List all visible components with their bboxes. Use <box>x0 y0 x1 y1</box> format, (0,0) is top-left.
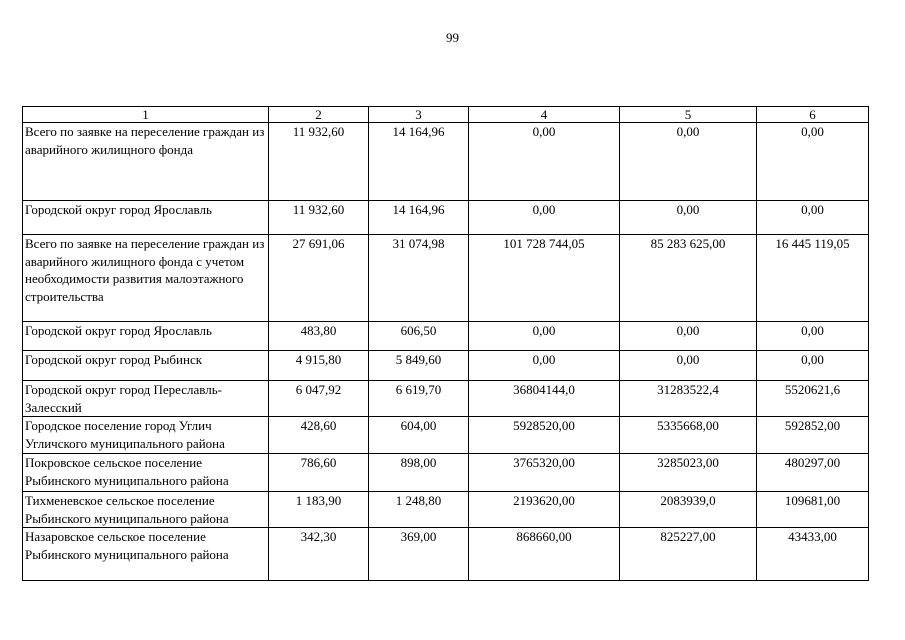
row-value-cell-col-3: 1 248,80 <box>369 492 469 528</box>
row-value-cell-col-4: 101 728 744,05 <box>469 235 620 322</box>
row-value-cell-col-2: 428,60 <box>269 417 369 454</box>
row-value-cell-col-4: 36804144,0 <box>469 381 620 417</box>
row-value-cell-col-3: 31 074,98 <box>369 235 469 322</box>
row-value-cell-col-3: 369,00 <box>369 528 469 581</box>
row-value-cell-col-6: 592852,00 <box>757 417 869 454</box>
column-number-5: 5 <box>620 107 757 123</box>
row-name-cell: Городское поселение город Углич Угличского муниципального района <box>23 417 269 454</box>
row-value-cell-col-3: 898,00 <box>369 454 469 492</box>
column-number-4: 4 <box>469 107 620 123</box>
row-name-cell: Покровское сельское поселение Рыбинского муниципального района <box>23 454 269 492</box>
row-value-cell-col-4: 3765320,00 <box>469 454 620 492</box>
row-value-cell-col-2: 11 932,60 <box>269 201 369 235</box>
allocation-table <box>22 106 869 581</box>
table-header-row <box>23 107 869 123</box>
row-value-cell-col-3: 606,50 <box>369 322 469 351</box>
row-value-cell-col-5: 3285023,00 <box>620 454 757 492</box>
column-number-1: 1 <box>23 107 269 123</box>
row-value-cell-col-5: 0,00 <box>620 201 757 235</box>
row-value-cell-col-5: 5335668,00 <box>620 417 757 454</box>
table-row <box>23 201 869 235</box>
table-row <box>23 322 869 351</box>
row-value-cell-col-5: 85 283 625,00 <box>620 235 757 322</box>
row-value-cell-col-4: 2193620,00 <box>469 492 620 528</box>
table-row <box>23 351 869 381</box>
table-row <box>23 417 869 454</box>
row-value-cell-col-5: 825227,00 <box>620 528 757 581</box>
row-value-cell-col-6: 480297,00 <box>757 454 869 492</box>
row-value-cell-col-5: 2083939,0 <box>620 492 757 528</box>
row-value-cell-col-5: 0,00 <box>620 322 757 351</box>
row-name-cell: Назаровское сельское поселение Рыбинского муниципального района <box>23 528 269 581</box>
table-row <box>23 528 869 581</box>
row-value-cell-col-6: 16 445 119,05 <box>757 235 869 322</box>
column-number-6: 6 <box>757 107 869 123</box>
row-name-cell: Городской округ город Переславль-Залесский <box>23 381 269 417</box>
row-name-cell: Всего по заявке на переселение граждан из аварийного жилищного фонда <box>23 123 269 201</box>
row-value-cell-col-6: 0,00 <box>757 351 869 381</box>
row-value-cell-col-2: 1 183,90 <box>269 492 369 528</box>
row-name-cell: Городской округ город Ярославль <box>23 322 269 351</box>
table-row <box>23 381 869 417</box>
row-value-cell-col-2: 342,30 <box>269 528 369 581</box>
row-value-cell-col-4: 0,00 <box>469 322 620 351</box>
row-name-cell: Тихменевское сельское поселение Рыбинского муниципального района <box>23 492 269 528</box>
row-value-cell-col-4: 0,00 <box>469 201 620 235</box>
row-value-cell-col-6: 43433,00 <box>757 528 869 581</box>
row-value-cell-col-2: 6 047,92 <box>269 381 369 417</box>
table-row <box>23 492 869 528</box>
row-value-cell-col-5: 0,00 <box>620 123 757 201</box>
row-value-cell-col-4: 0,00 <box>469 123 620 201</box>
row-name-cell: Городской округ город Ярославль <box>23 201 269 235</box>
row-value-cell-col-3: 14 164,96 <box>369 201 469 235</box>
row-value-cell-col-4: 0,00 <box>469 351 620 381</box>
table-row <box>23 454 869 492</box>
row-value-cell-col-4: 5928520,00 <box>469 417 620 454</box>
row-value-cell-col-3: 604,00 <box>369 417 469 454</box>
table-row <box>23 123 869 201</box>
row-value-cell-col-6: 0,00 <box>757 123 869 201</box>
row-value-cell-col-5: 0,00 <box>620 351 757 381</box>
row-value-cell-col-3: 14 164,96 <box>369 123 469 201</box>
row-value-cell-col-5: 31283522,4 <box>620 381 757 417</box>
page-number: 99 <box>446 30 459 45</box>
row-value-cell-col-2: 483,80 <box>269 322 369 351</box>
column-number-3: 3 <box>369 107 469 123</box>
row-value-cell-col-2: 27 691,06 <box>269 235 369 322</box>
table-row <box>23 235 869 322</box>
row-value-cell-col-2: 11 932,60 <box>269 123 369 201</box>
row-value-cell-col-2: 786,60 <box>269 454 369 492</box>
row-value-cell-col-6: 0,00 <box>757 322 869 351</box>
row-value-cell-col-4: 868660,00 <box>469 528 620 581</box>
row-value-cell-col-6: 109681,00 <box>757 492 869 528</box>
row-name-cell: Всего по заявке на переселение граждан из аварийного жилищного фонда с учетом необходимости развития малоэтажного строительства <box>23 235 269 322</box>
row-value-cell-col-2: 4 915,80 <box>269 351 369 381</box>
row-value-cell-col-6: 0,00 <box>757 201 869 235</box>
row-value-cell-col-3: 5 849,60 <box>369 351 469 381</box>
row-value-cell-col-3: 6 619,70 <box>369 381 469 417</box>
column-number-2: 2 <box>269 107 369 123</box>
row-value-cell-col-6: 5520621,6 <box>757 381 869 417</box>
row-name-cell: Городской округ город Рыбинск <box>23 351 269 381</box>
